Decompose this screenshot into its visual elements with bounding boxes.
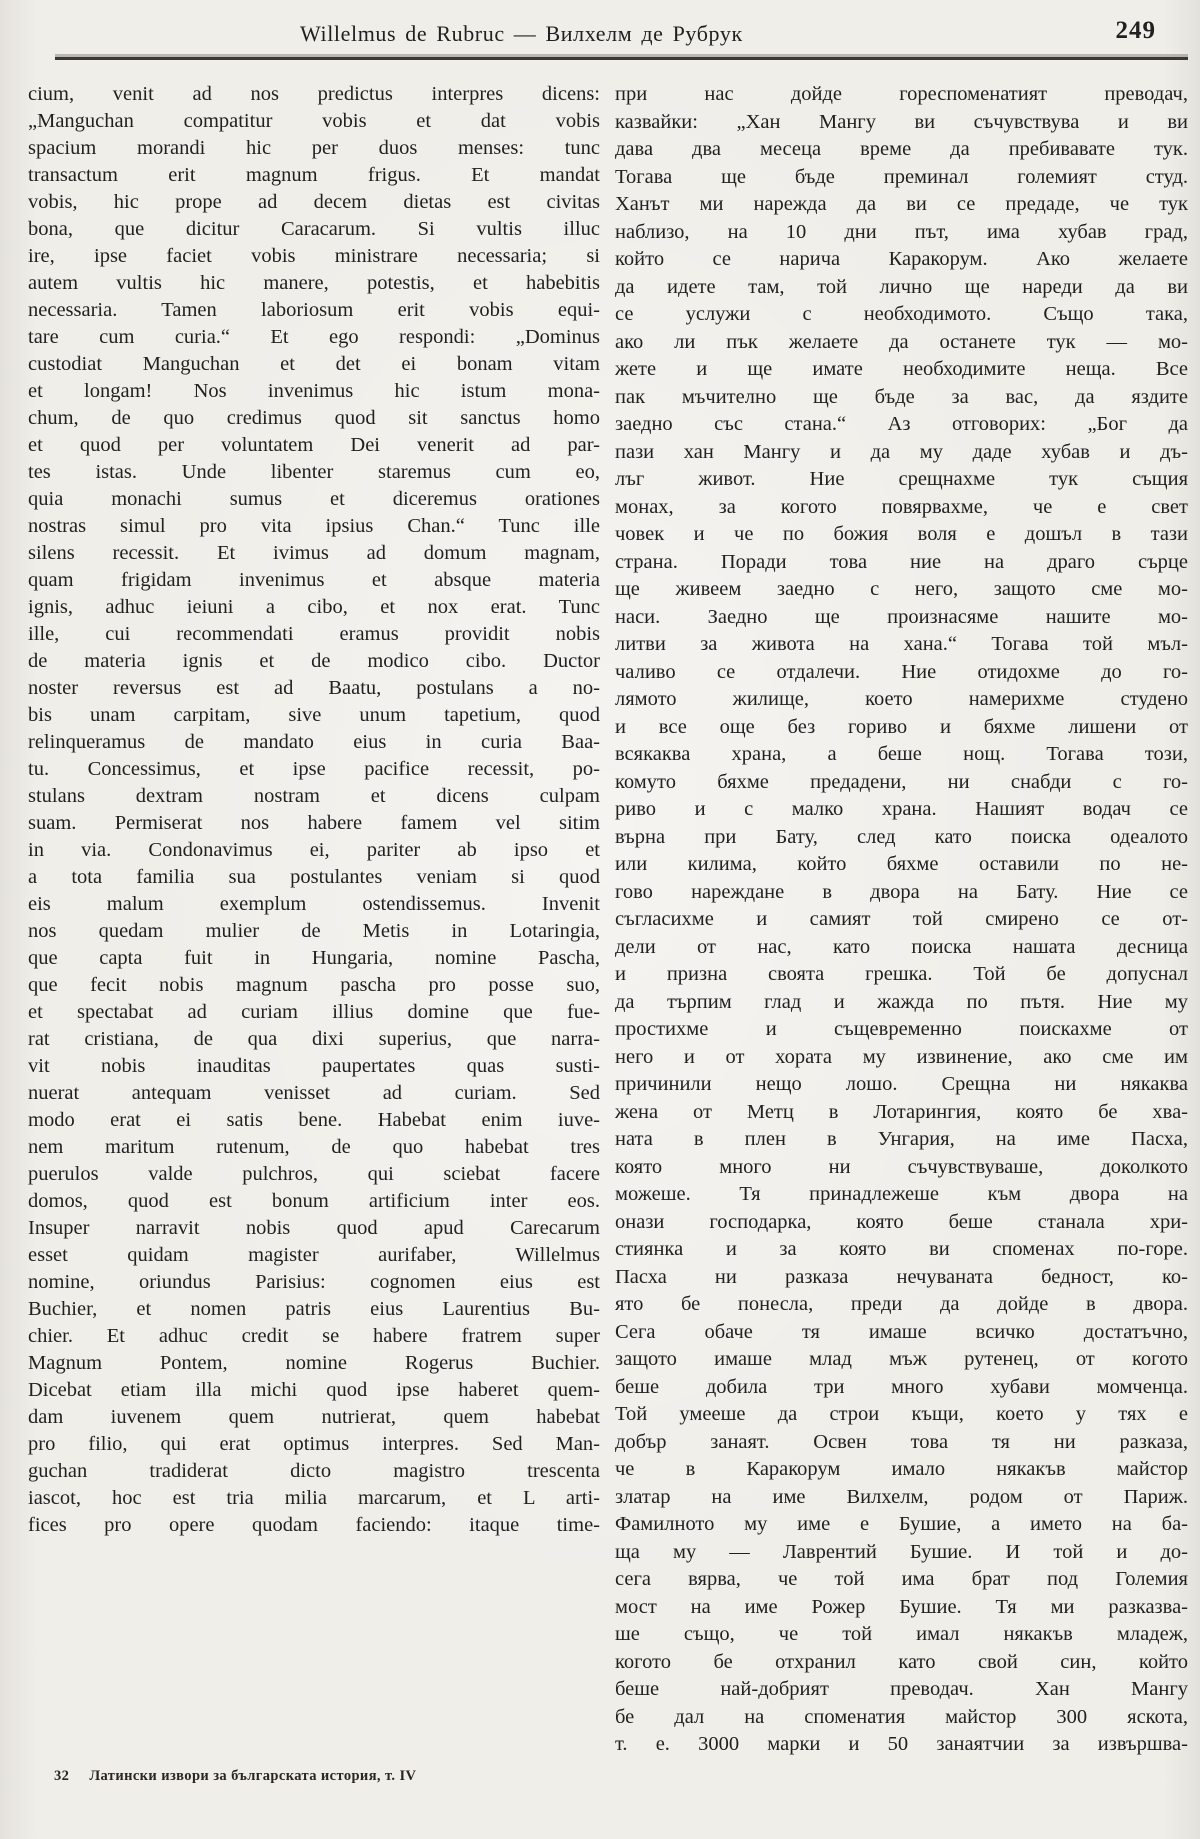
text-line: се услужи с необходимото. Също така, xyxy=(615,303,1188,325)
text-line: stulans dextram nostram et dicens culpam xyxy=(28,785,600,807)
text-line: relinqueramus de mandato eius in curia Baa- xyxy=(28,731,600,753)
text-line: да търпим глад и жажда по пътя. Ние му xyxy=(615,990,1188,1013)
text-line: литви за живота на хана.“ Тогава той мъл- xyxy=(615,633,1188,655)
text-line: „Manguchan compatitur vobis et dat vobis xyxy=(28,110,600,132)
text-columns xyxy=(28,81,1188,1759)
text-line: страна. Поради това ние на драго сърце xyxy=(615,550,1188,573)
text-line: dam iuvenem quem nutrierat, quem habebat xyxy=(28,1406,600,1428)
text-line: Сега обаче тя имаше всичко достатъчно, xyxy=(615,1320,1188,1343)
text-line: чаливо се отдалечи. Ние отидохме до го- xyxy=(615,660,1188,683)
text-line: който се нарича Каракорум. Ако желаете xyxy=(615,248,1188,270)
text-line: suam. Permiserat nos habere famem vel sitim xyxy=(28,812,600,834)
text-line: мост на име Рожер Бушие. Тя ми разказва- xyxy=(615,1595,1188,1618)
text-line: наси. Заедно ще произнасяме нашите мо- xyxy=(615,605,1188,628)
text-line: съгласихме и самият той смирено се от- xyxy=(615,908,1188,930)
text-line: дава два месеца време да пребивавате тук. xyxy=(615,138,1188,160)
text-line: лъг живот. Ние срещнахме тук същия xyxy=(615,468,1188,490)
text-line: et quod per voluntatem Dei venerit ad par- xyxy=(28,434,600,456)
text-line: която много ни съчувствуваше, доколкото xyxy=(615,1155,1188,1178)
text-line: лямото жилище, което намерихме студено xyxy=(615,688,1188,710)
text-line: сега вярва, че той има брат под Големия xyxy=(615,1568,1188,1590)
text-line: върна при Бату, след като поиска одеалото xyxy=(615,825,1188,848)
text-line: pro filio, qui erat optimus interpres. Sed Man- xyxy=(28,1433,600,1455)
text-line: пак мъчително ще бъде за вас, да яздите xyxy=(615,385,1188,408)
text-line: риво и с малко храна. Нашият водач се xyxy=(615,798,1188,820)
header-rule xyxy=(55,57,1188,60)
text-line: беше най-добрият преводач. Хан Мангу xyxy=(615,1678,1188,1700)
text-line: noster reversus est ad Baatu, postulans a no- xyxy=(28,677,600,699)
text-line: puerulos valde pulchros, qui sciebat facere xyxy=(28,1163,600,1185)
text-line: когото бе отхранил като свой син, който xyxy=(615,1650,1188,1673)
running-title: Willelmus de Rubruc — Вилхелм де Рубрук xyxy=(300,21,743,46)
text-line: esset quidam magister aurifaber, Willelmus xyxy=(28,1244,600,1266)
text-line: que fecit nobis magnum pascha pro posse suo, xyxy=(28,974,600,996)
text-line: пази хан Мангу и да му даде хубав и дъ- xyxy=(615,440,1188,463)
text-line: nomine, oriundus Parisius: cognomen eius est xyxy=(28,1271,600,1293)
text-line: autem vultis hic manere, potestis, et habebitis xyxy=(28,272,600,294)
text-line: de materia ignis et de modico cibo. Ductor xyxy=(28,650,600,672)
text-line: spacium morandi hic per duos menses: tunc xyxy=(28,137,600,159)
page-number: 249 xyxy=(1115,17,1156,44)
text-line: Ханът ми нарежда да ви се предаде, че тук xyxy=(615,193,1188,215)
text-line: наблизо, на 10 дни път, има хубав град, xyxy=(615,220,1188,243)
text-line: chier. Et adhuc credit se habere fratrem super xyxy=(28,1325,600,1347)
text-line: quia monachi sumus et diceremus orationes xyxy=(28,488,600,510)
text-line: добър занаят. Освен това тя ни разказа, xyxy=(615,1430,1188,1453)
text-line: bona, que dicitur Caracarum. Si vultis illuc xyxy=(28,218,600,240)
text-line: nem maritum rutenum, de quo habebat tres xyxy=(28,1136,600,1158)
text-line: vit nobis inauditas paupertates quas susti- xyxy=(28,1055,600,1077)
text-line: a tota familia sua postulantes veniam si quod xyxy=(28,866,600,888)
text-line: Magnum Pontem, nomine Rogerus Buchier. xyxy=(28,1352,600,1374)
text-line: при нас дойде гореспоменатият преводач, xyxy=(615,83,1188,105)
text-line: т. е. 3000 марки и 50 занаятчии за извършва- xyxy=(615,1733,1188,1755)
text-line: ща му — Лаврентий Бушие. И той и до- xyxy=(615,1540,1188,1563)
latin-column xyxy=(28,81,600,1759)
text-line: казвайки: „Хан Мангу ви съчувствува и ви xyxy=(615,110,1188,133)
text-line: custodiat Manguchan et det ei bonam vitam xyxy=(28,353,600,375)
text-line: човек и че по божия воля е дошъл в тази xyxy=(615,523,1188,545)
text-line: domos, quod est bonum artificium inter eos. xyxy=(28,1190,600,1212)
text-line: tes istas. Unde libenter staremus cum eo, xyxy=(28,461,600,483)
text-line: nostras simul pro vita ipsius Chan.“ Tunc ille xyxy=(28,515,600,537)
text-line: ната в плен в Унгария, на име Пасха, xyxy=(615,1128,1188,1150)
text-line: стиянка и за която ви споменах по-горе. xyxy=(615,1238,1188,1260)
text-line: или килима, който бяхме оставили по не- xyxy=(615,853,1188,875)
text-line: Фамилното му име е Бушие, а името на ба- xyxy=(615,1513,1188,1535)
text-line: златар на име Вилхелм, родом от Париж. xyxy=(615,1485,1188,1508)
text-line: беше добила три много хубави момченца. xyxy=(615,1375,1188,1398)
text-line: iascot, hoc est tria milia marcarum, et L arti- xyxy=(28,1487,600,1509)
text-line: да идете там, той лично ще нареди да ви xyxy=(615,275,1188,298)
text-line: vobis, hic prope ad decem dietas est civitas xyxy=(28,191,600,213)
text-line: можеше. Тя принадлежеше към двора на xyxy=(615,1183,1188,1205)
text-line: Dicebat etiam illa michi quod ipse haberet quem- xyxy=(28,1379,600,1401)
text-line: transactum erit magnum frigus. Et mandat xyxy=(28,164,600,186)
text-line: монах, за когото повярвахме, че е свет xyxy=(615,495,1188,518)
text-line: chum, de quo credimus quod sit sanctus homo xyxy=(28,407,600,429)
text-line: fices pro opere quodam faciendo: itaque time- xyxy=(28,1514,600,1536)
text-line: онази господарка, която беше станала хри- xyxy=(615,1210,1188,1233)
text-line: ire, ipse faciet vobis ministrare necessaria; si xyxy=(28,245,600,267)
text-line: ято бе понесла, преди да дойде в двора. xyxy=(615,1293,1188,1315)
text-line: rat cristiana, de qua dixi superius, que narra- xyxy=(28,1028,600,1050)
text-line: комуто бяхме предадени, ни снабди с го- xyxy=(615,770,1188,793)
text-line: Тогава ще бъде преминал големият студ. xyxy=(615,165,1188,188)
text-line: жена от Метц в Лотарингия, която бе хва- xyxy=(615,1100,1188,1123)
text-line: cium, venit ad nos predictus interpres dicens: xyxy=(28,83,600,105)
bulgarian-column xyxy=(615,81,1188,1759)
text-line: гово нареждане в двора на Бату. Ние се xyxy=(615,880,1188,903)
text-line: modo erat ei satis bene. Habebat enim iuve- xyxy=(28,1109,600,1131)
text-line: него и от хората му извинение, ако сме им xyxy=(615,1045,1188,1068)
text-line: Той умееше да строи къщи, което у тях е xyxy=(615,1403,1188,1425)
text-line: et spectabat ad curiam illius domine que fue- xyxy=(28,1001,600,1023)
text-line: ille, cui recommendati eramus providit nobis xyxy=(28,623,600,645)
text-line: ignis, adhuc ieiuni a cibo, et nox erat. Tunc xyxy=(28,596,600,618)
text-line: жете и ще имате необходимите неща. Все xyxy=(615,358,1188,380)
text-line: eis malum exemplum ostendissemus. Invenit xyxy=(28,893,600,915)
text-line: quam frigidam invenimus et absque materia xyxy=(28,569,600,591)
text-line: дели от нас, като поиска нашата десница xyxy=(615,935,1188,958)
text-line: и призна своята грешка. Той бе допуснал xyxy=(615,963,1188,985)
page-footer xyxy=(54,1768,416,1785)
text-line: bis unam carpitam, sive unum tapetium, quod xyxy=(28,704,600,726)
text-line: et longam! Nos invenimus hic istum mona- xyxy=(28,380,600,402)
text-line: que capta fuit in Hungaria, nomine Pascha, xyxy=(28,947,600,969)
text-line: бе дал на споменатия майстор 300 яскота, xyxy=(615,1705,1188,1728)
text-line: и все още без гориво и бяхме лишени от xyxy=(615,715,1188,738)
text-line: necessaria. Tamen laboriosum erit vobis equi- xyxy=(28,299,600,321)
text-line: заедно със стана.“ Аз отговорих: „Бог да xyxy=(615,413,1188,435)
text-line: всякаква храна, а беше нощ. Тогава този, xyxy=(615,743,1188,765)
text-line: tare cum curia.“ Et ego respondi: „Dominus xyxy=(28,326,600,348)
text-line: in via. Condonavimus ei, pariter ab ipso et xyxy=(28,839,600,861)
text-line: tu. Concessimus, et ipse pacifice recessit, po- xyxy=(28,758,600,780)
text-line: Пасха ни разказа нечуваната бедност, ко- xyxy=(615,1265,1188,1288)
footer-title: Латински извори за българската история, т. IV xyxy=(89,1768,417,1784)
text-line: причинили нещо лошо. Срещна ни някаква xyxy=(615,1073,1188,1095)
text-line: простихме и същевременно поискахме от xyxy=(615,1018,1188,1040)
text-line: nos quedam mulier de Metis in Lotaringia, xyxy=(28,920,600,942)
text-line: ще живеем заедно с него, защото сме мо- xyxy=(615,578,1188,600)
text-line: Insuper narravit nobis quod apud Carecarum xyxy=(28,1217,600,1239)
text-line: ше също, че той имал някакъв младеж, xyxy=(615,1623,1188,1645)
signature-number: 32 xyxy=(54,1768,70,1784)
text-line: ако ли пък желаете да останете тук — мо- xyxy=(615,330,1188,353)
text-line: guchan tradiderat dicto magistro trescenta xyxy=(28,1460,600,1482)
text-line: Buchier, et nomen patris eius Laurentius Bu- xyxy=(28,1298,600,1320)
text-line: nuerat antequam venisset ad curiam. Sed xyxy=(28,1082,600,1104)
text-line: silens recessit. Et ivimus ad domum magnam, xyxy=(28,542,600,564)
text-line: защото имаше млад мъж рутенец, от когото xyxy=(615,1348,1188,1370)
text-line: че в Каракорум имало някакъв майстор xyxy=(615,1458,1188,1480)
